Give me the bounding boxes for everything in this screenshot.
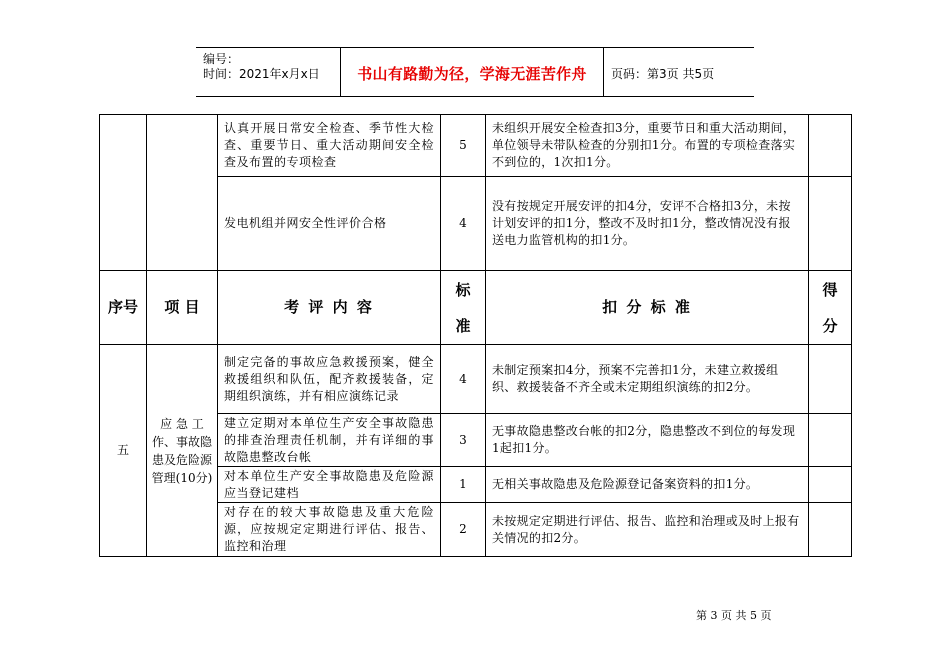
table-row — [100, 115, 852, 177]
document-number-label: 编号： — [203, 52, 240, 66]
header-standard-bottom: 准 — [455, 316, 471, 335]
document-time-label: 时间：2021年x月x日 — [203, 67, 320, 81]
header-page-label: 页码：第3页 共5页 — [611, 67, 715, 81]
header-score-top: 得 — [822, 280, 838, 299]
score-cell — [809, 467, 852, 503]
header-project: 项 目 — [147, 271, 218, 345]
page-footer: 第 3 页 共 5 页 — [696, 609, 772, 622]
deduction-cell: 未按规定定期进行评估、报告、监控和治理或及时上报有关情况的扣2分。 — [486, 503, 809, 557]
header-standard — [441, 271, 486, 345]
content-cell: 认真开展日常安全检查、季节性大检查、重要节日、重大活动期间安全检查及布置的专项检查 — [218, 115, 441, 177]
content-cell: 对本单位生产安全事故隐患及危险源应当登记建档 — [218, 467, 441, 503]
project-cell-blank — [147, 115, 218, 271]
deduction-cell: 未组织开展安全检查扣3分，重要节日和重大活动期间，单位领导未带队检查的分别扣1分。布置的专项检查落实不到位的，1次扣1分。 — [486, 115, 809, 177]
header-info-cell — [196, 48, 341, 96]
table-row — [100, 345, 852, 414]
table-header-row — [100, 271, 852, 345]
standard-cell: 5 — [441, 115, 486, 177]
deduction-cell: 未制定预案扣4分，预案不完善扣1分，未建立救援组织、救援装备不齐全或未定期组织演练的扣2分。 — [486, 345, 809, 414]
section-seq: 五 — [100, 345, 147, 557]
header-score-bottom: 分 — [822, 316, 838, 335]
deduction-cell: 无事故隐患整改台帐的扣2分，隐患整改不到位的每发现1起扣1分。 — [486, 414, 809, 467]
content-cell: 建立定期对本单位生产安全事故隐患的排查治理责任机制，并有详细的事故隐患整改台帐 — [218, 414, 441, 467]
header-seq: 序号 — [100, 271, 147, 345]
header-score — [809, 271, 852, 345]
section-project: 应 急 工作、事故隐患及危险源管理(10分) — [147, 345, 218, 557]
header-motto: 书山有路勤为径，学海无涯苦作舟 — [357, 65, 587, 83]
header-content: 考 评 内 容 — [218, 271, 441, 345]
content-cell: 制定完备的事故应急救援预案，健全救援组织和队伍，配齐救援装备，定期组织演练，并有相应演练记录 — [218, 345, 441, 414]
score-cell — [809, 177, 852, 271]
score-cell — [809, 115, 852, 177]
header-standard-top: 标 — [455, 280, 471, 299]
deduction-cell: 没有按规定开展安评的扣4分，安评不合格扣3分，未按计划安评的扣1分，整改不及时扣1分，整改情况没有报送电力监管机构的扣1分。 — [486, 177, 809, 271]
page-header — [196, 47, 754, 97]
deduction-cell: 无相关事故隐患及危险源登记备案资料的扣1分。 — [486, 467, 809, 503]
seq-cell-blank — [100, 115, 147, 271]
header-deduction: 扣 分 标 准 — [486, 271, 809, 345]
standard-cell: 1 — [441, 467, 486, 503]
content-cell: 发电机组并网安全性评价合格 — [218, 177, 441, 271]
standard-cell: 3 — [441, 414, 486, 467]
score-cell — [809, 345, 852, 414]
score-cell — [809, 414, 852, 467]
standard-cell: 4 — [441, 177, 486, 271]
standard-cell: 2 — [441, 503, 486, 557]
score-cell — [809, 503, 852, 557]
header-page-cell — [604, 48, 754, 96]
header-motto-cell — [341, 48, 604, 96]
content-cell: 对存在的较大事故隐患及重大危险源，应按规定定期进行评估、报告、监控和治理 — [218, 503, 441, 557]
standard-cell: 4 — [441, 345, 486, 414]
evaluation-table — [99, 114, 852, 557]
